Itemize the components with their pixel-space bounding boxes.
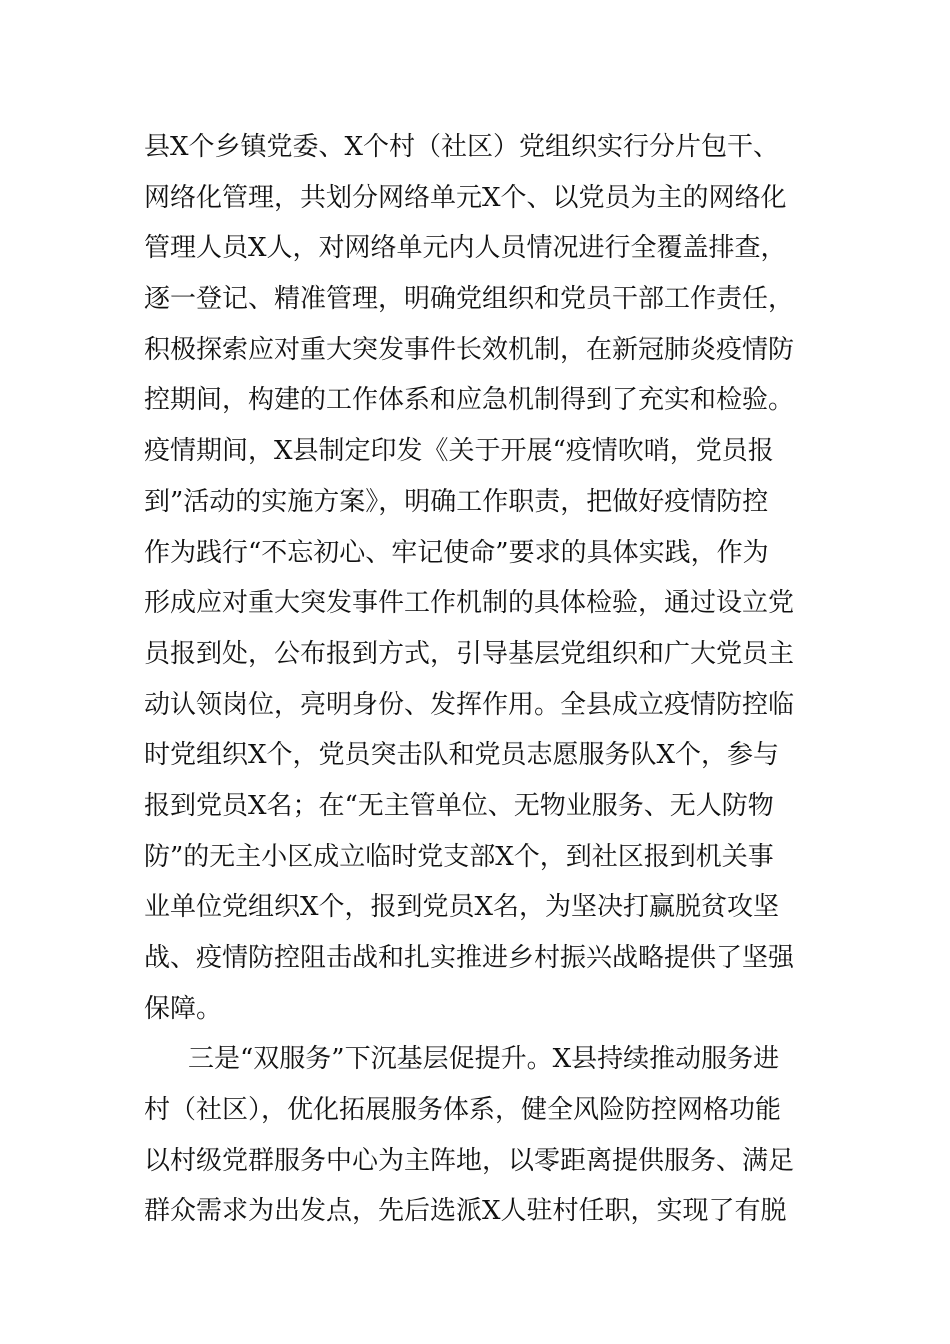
text-line: 保障。 <box>144 993 223 1024</box>
text-line: 时党组织X个，党员突击队和党员志愿服务队X个，参与 <box>144 740 780 771</box>
paragraph-start-line: 三是“双服务”下沉基层促提升。X县持续推动服务进 <box>188 1044 780 1075</box>
body-text <box>144 122 814 1237</box>
text-line: 报到党员X名；在“无主管单位、无物业服务、无人防物 <box>144 790 774 821</box>
text-line: 网络化管理，共划分网络单元X个、以党员为主的网络化 <box>144 182 787 213</box>
text-line: 员报到处，公布报到方式，引导基层党组织和广大党员主 <box>144 638 795 669</box>
text-line: 形成应对重大突发事件工作机制的具体检验，通过设立党 <box>144 588 795 619</box>
text-line: 作为践行“不忘初心、牢记使命”要求的具体实践，作为 <box>144 537 769 568</box>
text-line: 县X个乡镇党委、X个村（社区）党组织实行分片包干、 <box>144 132 780 162</box>
text-line: 群众需求为出发点，先后选派X人驻村任职，实现了有脱 <box>144 1196 787 1227</box>
text-line: 战、疫情防控阻击战和扎实推进乡村振兴战略提供了坚强 <box>144 943 795 973</box>
text-line: 管理人员X人，对网络单元内人员情况进行全覆盖排查， <box>144 233 787 264</box>
text-line: 逐一登记、精准管理，明确党组织和党员干部工作责任， <box>144 284 795 315</box>
text-line: 疫情期间，X县制定印发《关于开展“疫情吹哨，党员报 <box>144 436 774 467</box>
text-line: 业单位党组织X个，报到党员X名，为坚决打赢脱贫攻坚 <box>144 892 780 923</box>
text-line: 控期间，构建的工作体系和应急机制得到了充实和检验。 <box>144 385 795 416</box>
text-line: 以村级党群服务中心为主阵地，以零距离提供服务、满足 <box>144 1145 795 1176</box>
text-line: 动认领岗位，亮明身份、发挥作用。全县成立疫情防控临 <box>144 689 795 720</box>
text-line: 防”的无主小区成立临时党支部X个，到社区报到机关事 <box>144 841 774 872</box>
text-line: 到”活动的实施方案》，明确工作职责，把做好疫情防控 <box>144 486 769 517</box>
text-line: 村（社区），优化拓展服务体系，健全风险防控网格功能 <box>144 1095 782 1126</box>
text-line: 积极探索应对重大突发事件长效机制，在新冠肺炎疫情防 <box>144 334 795 365</box>
